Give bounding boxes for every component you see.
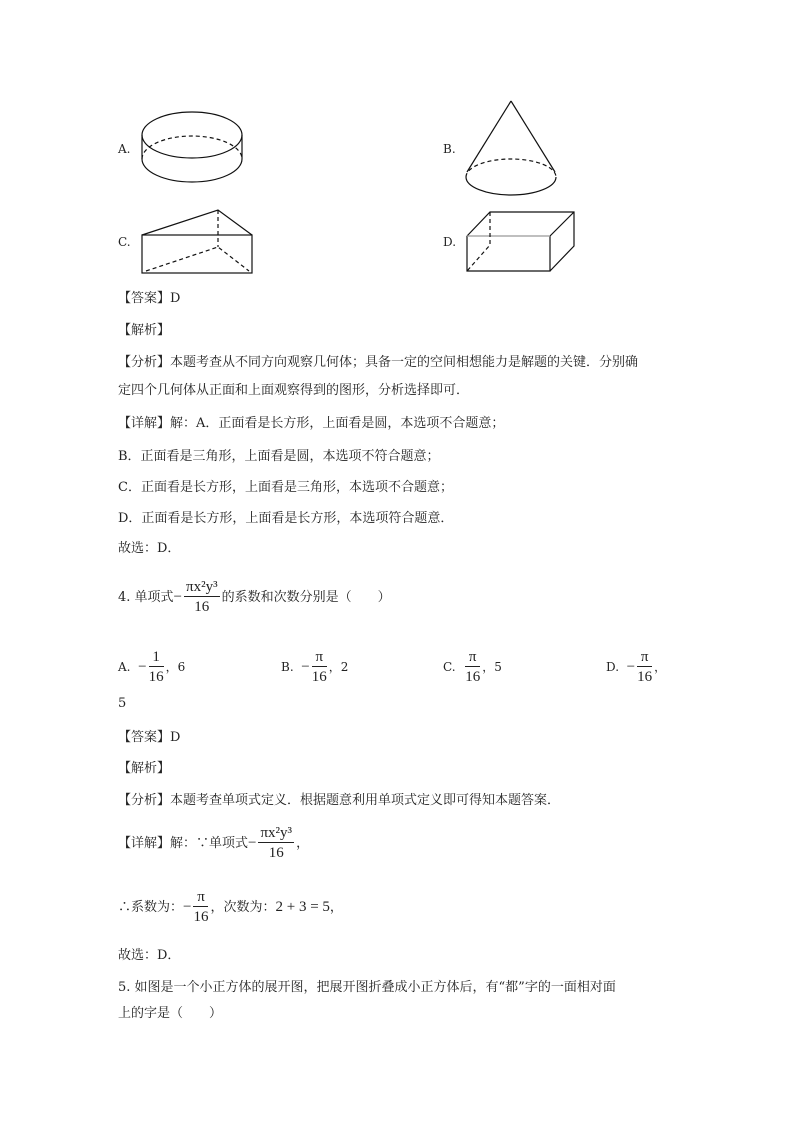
fraction: [193, 888, 208, 927]
option-rest: ，: [654, 660, 667, 674]
numerator: π: [637, 648, 652, 667]
numerator: πx²y³: [186, 579, 218, 595]
q3-analysis-heading: 【解析】: [118, 323, 171, 338]
q4-suffix: 的系数和次数分别是（ ）: [221, 590, 391, 605]
option-rest: ，5: [482, 660, 502, 674]
triangular-prism-figure: [142, 210, 252, 273]
denominator: 16: [194, 599, 210, 615]
denominator: 16: [268, 845, 284, 861]
denominator: 16: [193, 909, 209, 925]
minus-sign: −: [301, 659, 310, 675]
option-c-label: C.: [118, 235, 131, 249]
option-rest: ，6: [165, 660, 186, 674]
denominator: 16: [311, 669, 327, 685]
fraction: [637, 648, 652, 687]
q4-question: [118, 578, 391, 617]
denominator: 16: [637, 669, 653, 685]
q4-option-d-wrap: 5: [118, 696, 127, 711]
q4-prefix: 4. 单项式: [118, 590, 174, 605]
q4-analysis-heading: 【解析】: [118, 761, 171, 776]
q5-question-line: 5. 如图是一个小正方体的展开图，把展开图折叠成小正方体后，有“都”字的一面相对面: [118, 980, 616, 995]
q3-conclusion: 故选：D．: [118, 541, 181, 556]
q3-detail-line: B．正面看是三角形，上面看是圆，本选项不符合题意；: [118, 449, 440, 464]
therefore-mid: ，次数为：: [210, 900, 276, 915]
cone-figure: [466, 101, 556, 195]
detail-suffix: ，: [296, 836, 310, 851]
equation: 2 + 3 = 5: [275, 899, 330, 915]
q4-option-b: [281, 648, 348, 687]
q3-detail-line: C．正面看是长方形，上面看是三角形，本选项不合题意；: [118, 480, 453, 495]
q4-analysis: 【分析】本题考查单项式定义．根据题意利用单项式定义即可得知本题答案．: [118, 793, 561, 808]
numerator: π: [465, 648, 480, 667]
numerator: πx²y³: [260, 825, 293, 841]
minus-sign: −: [626, 659, 636, 675]
therefore-suffix: ，: [329, 900, 343, 915]
q4-option-a: [118, 648, 185, 687]
q3-detail-line: 【详解】解：A．正面看是长方形，上面看是圆，本选项不合题意；: [118, 416, 505, 431]
numerator: π: [193, 888, 208, 907]
option-d-label: D.: [443, 235, 457, 249]
fraction: [149, 648, 164, 687]
numerator: 1: [149, 648, 164, 667]
q4-therefore: [118, 888, 343, 927]
option-label: C.: [443, 660, 456, 674]
minus-sign: −: [183, 899, 192, 915]
q4-conclusion: 故选：D．: [118, 948, 181, 963]
fraction: [465, 648, 480, 687]
numerator: π: [312, 648, 327, 667]
q3-answer: 【答案】D: [118, 291, 181, 306]
fraction: [258, 824, 294, 863]
therefore-prefix: ∴系数为：: [118, 900, 184, 915]
fraction: [312, 648, 327, 687]
q4-detail: [118, 824, 309, 863]
q3-detail-line: D．正面看是长方形，上面看是长方形，本选项符合题意．: [118, 511, 454, 526]
option-label: A.: [118, 660, 131, 674]
minus-sign: −: [173, 589, 183, 605]
q3-analysis-line: 【分析】本题考查从不同方向观察几何体；具备一定的空间相想能力是解题的关键．分别确: [118, 355, 639, 370]
option-b-label: B.: [443, 142, 456, 156]
denominator: 16: [465, 669, 481, 685]
q4-option-d: [606, 648, 666, 687]
option-rest: ，2: [328, 660, 349, 674]
denominator: 16: [148, 669, 164, 685]
detail-prefix: 【详解】解：∵单项式: [118, 836, 249, 851]
q5-question-line: 上的字是（ ）: [118, 1006, 223, 1021]
option-a-label: A.: [118, 142, 131, 156]
q3-analysis-line: 定四个几何体从正面和上面观察得到的图形，分析选择即可．: [118, 383, 470, 398]
cylinder-figure: [142, 112, 242, 182]
option-label: B.: [281, 660, 294, 674]
fraction: [184, 578, 220, 617]
q4-answer: 【答案】D: [118, 730, 181, 745]
minus-sign: −: [248, 835, 257, 851]
option-label: D.: [606, 660, 620, 674]
cuboid-figure: [467, 212, 574, 271]
minus-sign: −: [138, 659, 147, 675]
q4-option-c: [443, 648, 502, 687]
